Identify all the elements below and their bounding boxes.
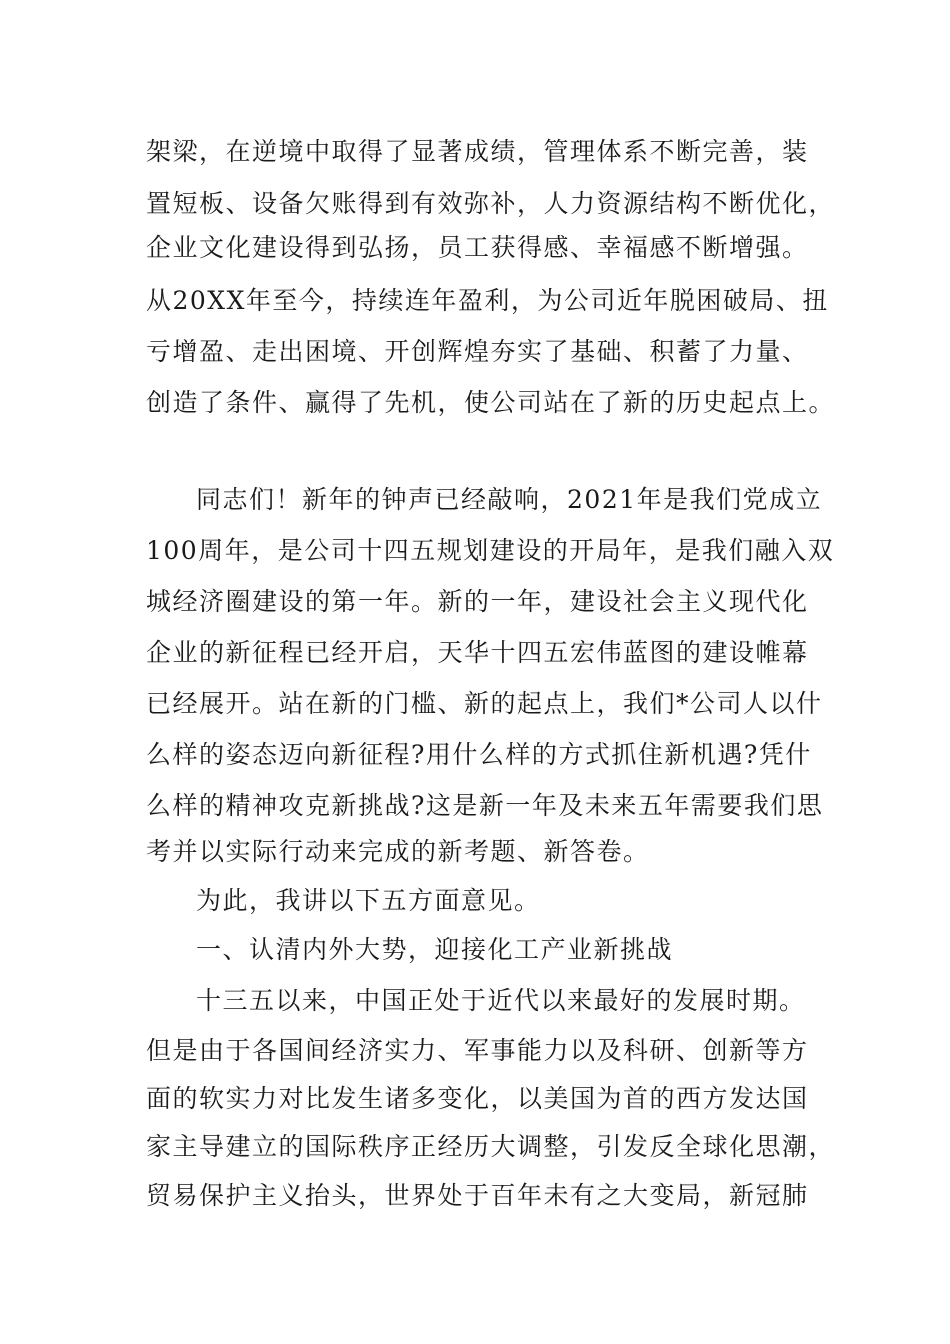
paragraph-2-line-1: 同志们！新年的钟声已经敲响，2021年是我们党成立 — [196, 485, 823, 514]
section-heading: 一、认清内外大势，迎接化工产业新挑战 — [196, 935, 674, 964]
paragraph-1-line-4: 从20XX年至今，持续连年盈利，为公司近年脱困破局、扭 — [146, 286, 829, 315]
paragraph-2-line-7: 么样的精神攻克新挑战?这是新一年及未来五年需要我们思 — [146, 791, 824, 820]
paragraph-1-line-6: 创造了条件、赢得了先机，使公司站在了新的历史起点上。 — [146, 388, 836, 417]
paragraph-1-line-5: 亏增盈、走出困境、开创辉煌夯实了基础、积蓄了力量、 — [146, 337, 809, 366]
paragraph-2-line-5: 已经展开。站在新的门槛、新的起点上，我们*公司人以什 — [146, 689, 823, 718]
paragraph-5-line-5: 贸易保护主义抬头，世界处于百年未有之大变局，新冠肺 — [146, 1181, 809, 1210]
paragraph-5-line-4: 家主导建立的国际秩序正经历大调整，引发反全球化思潮， — [146, 1132, 836, 1161]
paragraph-2-line-4: 企业的新征程已经开启，天华十四五宏伟蓝图的建设帷幕 — [146, 638, 809, 667]
paragraph-5-line-3: 面的软实力对比发生诸多变化，以美国为首的西方发达国 — [146, 1084, 809, 1113]
paragraph-2-line-2: 100周年，是公司十四五规划建设的开局年，是我们融入双 — [146, 536, 835, 565]
paragraph-2-line-6: 么样的姿态迈向新征程?用什么样的方式抓住新机遇?凭什 — [146, 740, 812, 769]
paragraph-5-line-1: 十三五以来，中国正处于近代以来最好的发展时期。 — [196, 986, 806, 1015]
paragraph-3-line-1: 为此，我讲以下五方面意见。 — [196, 886, 541, 915]
paragraph-1-line-1: 架梁，在逆境中取得了显著成绩，管理体系不断完善，装 — [146, 137, 809, 166]
paragraph-2-line-3: 城经济圈建设的第一年。新的一年，建设社会主义现代化 — [146, 587, 809, 616]
paragraph-1-line-2: 置短板、设备欠账得到有效弥补，人力资源结构不断优化， — [146, 189, 836, 218]
paragraph-2-line-8: 考并以实际行动来完成的新考题、新答卷。 — [146, 837, 650, 866]
paragraph-5-line-2: 但是由于各国间经济实力、军事能力以及科研、创新等方 — [146, 1036, 809, 1065]
paragraph-1-line-3: 企业文化建设得到弘扬，员工获得感、幸福感不断增强。 — [146, 233, 809, 262]
